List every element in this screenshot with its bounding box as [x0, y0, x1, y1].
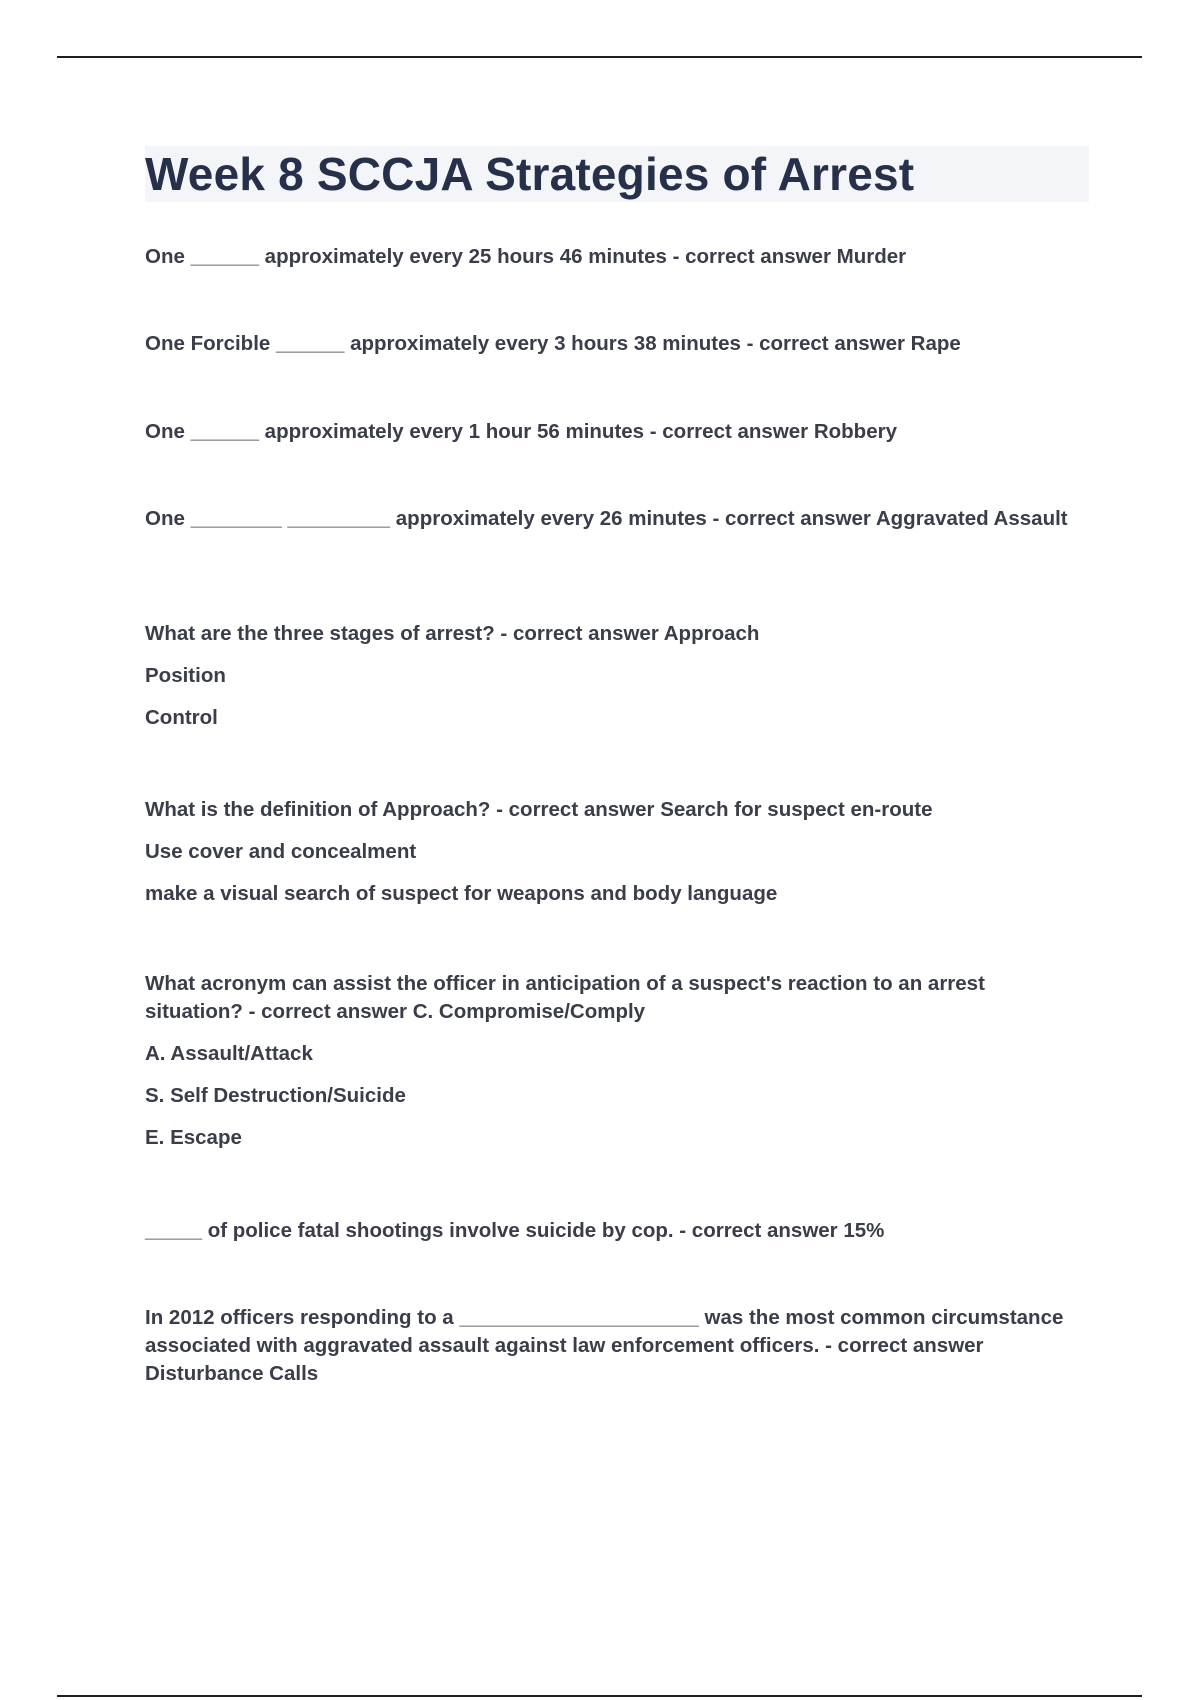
page-title: Week 8 SCCJA Strategies of Arrest	[145, 146, 1089, 202]
qa-question: One ______ approximately every 1 hour 56 minutes - correct answer Robbery	[145, 420, 897, 443]
qa-item-acronym	[145, 970, 1085, 1152]
bottom-divider	[57, 1695, 1142, 1697]
qa-question: One ______ approximately every 25 hours 46 minutes - correct answer Murder	[145, 245, 907, 268]
qa-answer-line: E. Escape	[145, 1126, 242, 1149]
qa-item-aggravated-assault	[145, 505, 1085, 533]
qa-item-rape	[145, 330, 1085, 358]
qa-item-stages-of-arrest	[145, 620, 1085, 732]
qa-question: One Forcible ______ approximately every 3 hours 38 minutes - correct answer Rape	[145, 332, 961, 355]
qa-question: What acronym can assist the officer in anticipation of a suspect's reaction to an arrest situation? - correct answer C. Compromise/Comply	[145, 972, 985, 1023]
qa-question: _____ of police fatal shootings involve suicide by cop. - correct answer 15%	[145, 1219, 885, 1242]
top-divider	[57, 56, 1142, 58]
qa-item-disturbance-calls	[145, 1304, 1085, 1388]
qa-answer-line: make a visual search of suspect for weapons and body language	[145, 882, 778, 905]
qa-answer-line: Control	[145, 706, 218, 729]
qa-answer-line: A. Assault/Attack	[145, 1042, 313, 1065]
qa-answer-line: Use cover and concealment	[145, 840, 417, 863]
qa-item-robbery	[145, 418, 1085, 446]
qa-question: In 2012 officers responding to a _____________________ was the most common circumstance associated with aggravated assault against law enforcement officers. - correct answer Disturbance Calls	[145, 1306, 1064, 1385]
qa-answer-line: S. Self Destruction/Suicide	[145, 1084, 406, 1107]
qa-item-approach-definition	[145, 796, 1085, 908]
qa-question: What is the definition of Approach? - correct answer Search for suspect en-route	[145, 798, 933, 821]
qa-answer-line: Position	[145, 664, 226, 687]
qa-question: One ________ _________ approximately every 26 minutes - correct answer Aggravated Assault	[145, 507, 1068, 530]
qa-item-murder	[145, 243, 1085, 271]
qa-item-suicide-by-cop	[145, 1217, 1085, 1245]
qa-question: What are the three stages of arrest? - correct answer Approach	[145, 622, 760, 645]
